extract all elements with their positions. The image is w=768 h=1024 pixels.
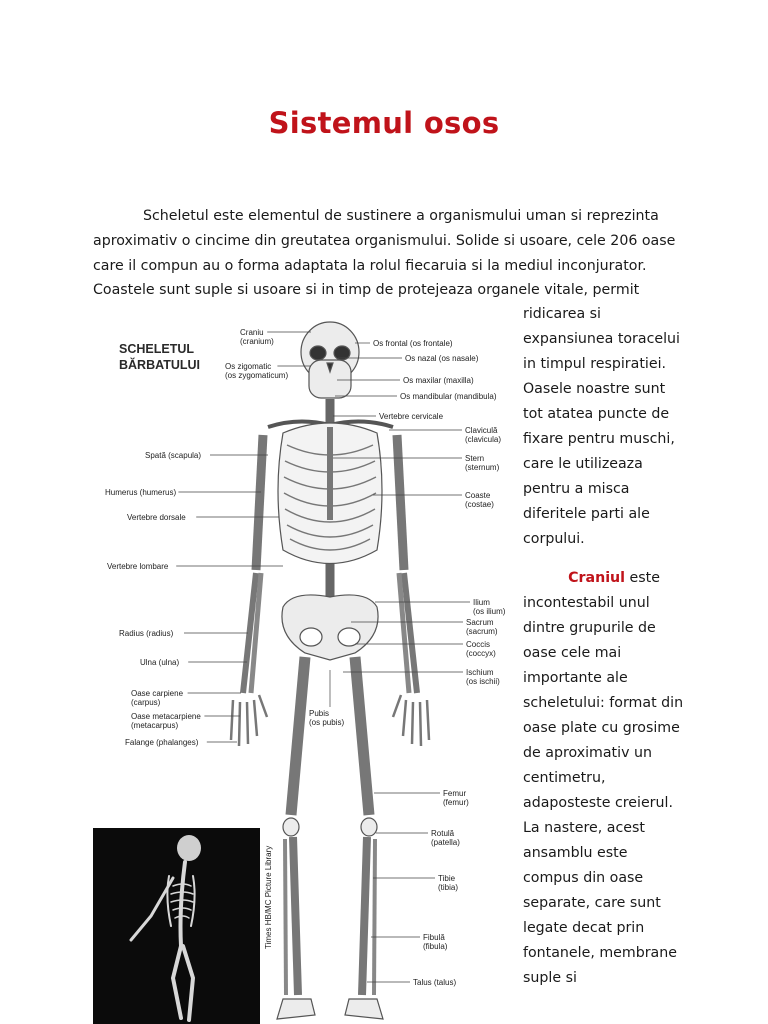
right-label-4: Vertebre cervicale	[379, 412, 444, 421]
left-label-6: Radius (radius)	[119, 629, 174, 638]
right-label-12: Pubis	[309, 709, 330, 718]
right-column-part-1	[523, 302, 688, 552]
right-label-15-latin: (tibia)	[438, 883, 459, 892]
left-label-8-latin: (carpus)	[131, 698, 161, 707]
left-label-2: Spată (scapula)	[145, 451, 202, 460]
right-label-8-latin: (os ilium)	[473, 607, 506, 616]
right-label-6-latin: (sternum)	[465, 463, 500, 472]
right-label-0: Os frontal (os frontale)	[373, 339, 453, 348]
left-label-0: Craniu	[240, 328, 264, 337]
right-column-text	[523, 302, 688, 991]
right-label-10: Coccis	[466, 640, 491, 649]
right-col-b-line-13: legate decat prin	[523, 920, 645, 936]
right-label-15: Tibie	[438, 874, 456, 883]
right-col-b-line-2: oase cele mai	[523, 645, 622, 661]
right-col-a-line-9: corpului.	[523, 531, 585, 547]
intro-text: Scheletul este elementul de sustinere a organismului uman si reprezinta aproximativ o cincime din greutatea organismului. Solide si usoare, cele 206 oase care il compun au o forma adaptata la rolul fiecaruia si la mediul inconjurator. Coastele sunt suple si usoare si in timp de protejeaza organele vitale, permit	[93, 208, 676, 299]
right-label-9: Sacrum	[466, 618, 494, 627]
right-label-1: Os nazal (os nasale)	[405, 354, 479, 363]
right-label-14-latin: (patella)	[431, 838, 460, 847]
right-label-6: Stern	[465, 454, 485, 463]
right-label-3: Os mandibular (mandibula)	[400, 392, 497, 401]
left-label-9: Oase metacarpiene	[131, 712, 201, 721]
right-label-17: Talus (talus)	[413, 978, 457, 987]
left-label-7: Ulna (ulna)	[140, 658, 180, 667]
right-label-10-latin: (coccyx)	[466, 649, 496, 658]
right-col-b-line-0: incontestabil unul	[523, 595, 650, 611]
right-label-16-latin: (fibula)	[423, 942, 448, 951]
figure-title-line-2: BĂRBATULUI	[119, 358, 201, 372]
right-col-b-line-11: compus din oase	[523, 870, 644, 886]
right-label-12-latin: (os pubis)	[309, 718, 345, 727]
left-label-4: Vertebre dorsale	[127, 513, 186, 522]
right-col-a-line-4: tot atatea puncte de	[523, 406, 670, 422]
right-col-a-line-0: ridicarea si	[523, 306, 602, 322]
right-label-11: Ischium	[466, 668, 494, 677]
right-col-b-line-5: oase plate cu grosime	[523, 720, 680, 736]
right-col-b-line-7: centimetru,	[523, 770, 606, 786]
right-label-13: Femur	[443, 789, 467, 798]
left-label-3: Humerus (humerus)	[105, 488, 177, 497]
right-col-a-line-7: pentru a misca	[523, 481, 630, 497]
right-col-b-line-4: scheletului: format din	[523, 695, 684, 711]
right-label-13-latin: (femur)	[443, 798, 469, 807]
right-col-a-line-2: in timpul respiratiei.	[523, 356, 667, 372]
right-col-b-line-6: de aproximativ un	[523, 745, 652, 761]
walking-skeleton-photo	[93, 828, 260, 1024]
left-label-1-latin: (os zygomaticum)	[225, 371, 289, 380]
right-col-a-line-5: fixare pentru muschi,	[523, 431, 675, 447]
right-label-8: Ilium	[473, 598, 490, 607]
right-col-b-line-12: separate, care sunt	[523, 895, 661, 911]
left-label-10: Falange (phalanges)	[125, 738, 199, 747]
right-label-14: Rotulă	[431, 829, 455, 838]
right-col-b-line-1: dintre grupurile de	[523, 620, 656, 636]
right-col-b-line-3: importante ale	[523, 670, 628, 686]
right-label-2: Os maxilar (maxilla)	[403, 376, 474, 385]
right-col-b-line-15: suple si	[523, 970, 577, 986]
page-title: Sistemul osos	[268, 106, 500, 140]
craniul-line	[523, 566, 688, 591]
left-label-8: Oase carpiene	[131, 689, 184, 698]
right-col-a-line-1: expansiunea toracelui	[523, 331, 680, 347]
right-label-7-latin: (costae)	[465, 500, 494, 509]
right-col-a-line-8: diferitele parti ale	[523, 506, 650, 522]
right-label-9-latin: (sacrum)	[466, 627, 498, 636]
right-label-5-latin: (clavicula)	[465, 435, 502, 444]
figure-title-line-1: SCHELETUL	[119, 342, 194, 356]
right-column-part-2	[523, 591, 688, 991]
right-label-16: Fibulă	[423, 933, 445, 942]
craniul-rest: este	[625, 570, 660, 586]
right-col-b-line-14: fontanele, membrane	[523, 945, 677, 961]
right-label-5: Claviculă	[465, 426, 498, 435]
right-col-a-line-6: care le utilizeaza	[523, 456, 643, 472]
left-label-1: Os zigomatic	[225, 362, 272, 371]
right-label-11-latin: (os ischii)	[466, 677, 500, 686]
left-label-5: Vertebre lombare	[107, 562, 169, 571]
left-label-0-latin: (cranium)	[240, 337, 274, 346]
right-col-b-line-10: ansamblu este	[523, 845, 628, 861]
craniul-word: Craniul	[568, 570, 626, 586]
intro-paragraph	[93, 204, 683, 303]
left-label-9-latin: (metacarpus)	[131, 721, 179, 730]
figure-credit: Times HB/MC Picture Library	[264, 845, 273, 949]
right-col-b-line-8: adaposteste creierul.	[523, 795, 673, 811]
right-label-7: Coaste	[465, 491, 491, 500]
right-col-a-line-3: Oasele noastre sunt	[523, 381, 666, 397]
right-col-b-line-9: La nastere, acest	[523, 820, 645, 836]
